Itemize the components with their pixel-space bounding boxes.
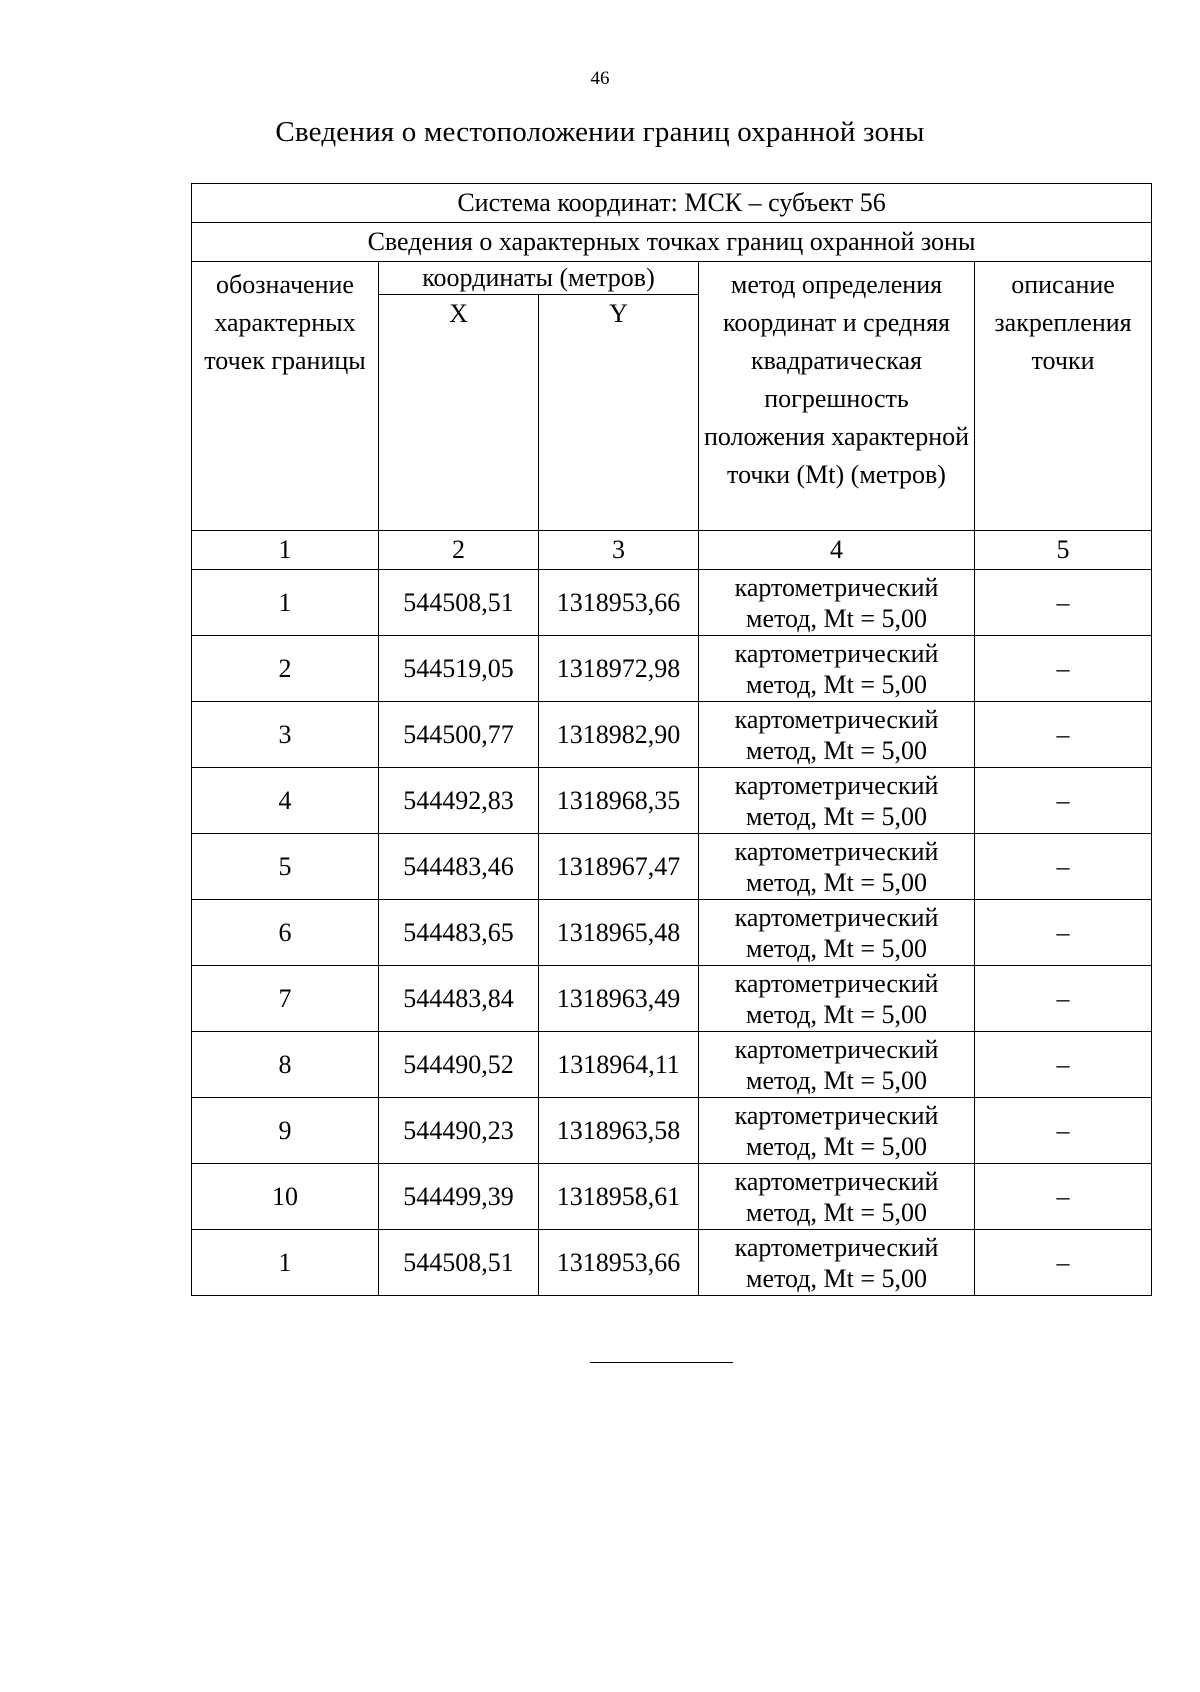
header-x: X	[379, 295, 539, 531]
y-coordinate-cell: 1318967,47	[539, 834, 699, 900]
method-cell: картометрический метод, Mt = 5,00	[699, 1164, 975, 1230]
description-cell: –	[975, 1032, 1152, 1098]
point-cell: 1	[192, 570, 379, 636]
header-y: Y	[539, 295, 699, 531]
point-cell: 7	[192, 966, 379, 1032]
point-cell: 6	[192, 900, 379, 966]
method-cell: картометрический метод, Mt = 5,00	[699, 900, 975, 966]
x-coordinate-cell: 544500,77	[379, 702, 539, 768]
method-cell: картометрический метод, Mt = 5,00	[699, 1230, 975, 1296]
x-coordinate-cell: 544490,23	[379, 1098, 539, 1164]
column-number: 5	[975, 531, 1152, 570]
x-coordinate-cell: 544508,51	[379, 1230, 539, 1296]
column-number: 1	[192, 531, 379, 570]
x-coordinate-cell: 544492,83	[379, 768, 539, 834]
x-coordinate-cell: 544499,39	[379, 1164, 539, 1230]
description-cell: –	[975, 1230, 1152, 1296]
y-coordinate-cell: 1318972,98	[539, 636, 699, 702]
y-coordinate-cell: 1318965,48	[539, 900, 699, 966]
description-cell: –	[975, 636, 1152, 702]
y-coordinate-cell: 1318958,61	[539, 1164, 699, 1230]
column-number: 4	[699, 531, 975, 570]
table-row	[192, 1098, 1152, 1164]
table-row	[192, 636, 1152, 702]
table-row	[192, 1230, 1152, 1296]
point-cell: 1	[192, 1230, 379, 1296]
column-number: 3	[539, 531, 699, 570]
coordinate-system-cell: Система координат: МСК – субъект 56	[192, 184, 1152, 223]
point-cell: 9	[192, 1098, 379, 1164]
document-title: Сведения о местоположении границ охранной зоны	[275, 116, 925, 148]
description-cell: –	[975, 834, 1152, 900]
column-number: 2	[379, 531, 539, 570]
y-coordinate-cell: 1318953,66	[539, 1230, 699, 1296]
description-cell: –	[975, 1098, 1152, 1164]
table-row	[192, 900, 1152, 966]
method-cell: картометрический метод, Mt = 5,00	[699, 1032, 975, 1098]
description-cell: –	[975, 966, 1152, 1032]
method-cell: картометрический метод, Mt = 5,00	[699, 834, 975, 900]
y-coordinate-cell: 1318982,90	[539, 702, 699, 768]
x-coordinate-cell: 544508,51	[379, 570, 539, 636]
method-cell: картометрический метод, Mt = 5,00	[699, 768, 975, 834]
description-cell: –	[975, 768, 1152, 834]
point-cell: 3	[192, 702, 379, 768]
point-cell: 10	[192, 1164, 379, 1230]
point-cell: 5	[192, 834, 379, 900]
section-title-cell: Сведения о характерных точках границ охранной зоны	[192, 223, 1152, 262]
description-cell: –	[975, 570, 1152, 636]
x-coordinate-cell: 544483,65	[379, 900, 539, 966]
y-coordinate-cell: 1318953,66	[539, 570, 699, 636]
table-row	[192, 768, 1152, 834]
description-cell: –	[975, 1164, 1152, 1230]
point-cell: 2	[192, 636, 379, 702]
table-row	[192, 1032, 1152, 1098]
y-coordinate-cell: 1318963,58	[539, 1098, 699, 1164]
table-row	[192, 702, 1152, 768]
x-coordinate-cell: 544490,52	[379, 1032, 539, 1098]
method-cell: картометрический метод, Mt = 5,00	[699, 966, 975, 1032]
point-cell: 8	[192, 1032, 379, 1098]
table-row	[192, 834, 1152, 900]
header-description: описание закрепления точки	[975, 262, 1152, 531]
header-method: метод определения координат и средняя квадратическая погрешность положения характерной точки (Mt) (метров)	[699, 262, 975, 531]
method-cell: картометрический метод, Mt = 5,00	[699, 636, 975, 702]
x-coordinate-cell: 544483,46	[379, 834, 539, 900]
method-cell: картометрический метод, Mt = 5,00	[699, 570, 975, 636]
x-coordinate-cell: 544519,05	[379, 636, 539, 702]
page-number: 46	[590, 68, 610, 89]
table-row	[192, 1164, 1152, 1230]
y-coordinate-cell: 1318964,11	[539, 1032, 699, 1098]
header-coordinates: координаты (метров)	[379, 262, 699, 295]
x-coordinate-cell: 544483,84	[379, 966, 539, 1032]
y-coordinate-cell: 1318968,35	[539, 768, 699, 834]
description-cell: –	[975, 702, 1152, 768]
method-cell: картометрический метод, Mt = 5,00	[699, 1098, 975, 1164]
end-rule	[590, 1362, 733, 1363]
y-coordinate-cell: 1318963,49	[539, 966, 699, 1032]
boundary-points-table	[191, 183, 1152, 1296]
description-cell: –	[975, 900, 1152, 966]
header-point-designation: обозначение характерных точек границы	[192, 262, 379, 531]
method-cell: картометрический метод, Mt = 5,00	[699, 702, 975, 768]
table-row	[192, 966, 1152, 1032]
point-cell: 4	[192, 768, 379, 834]
table-row	[192, 570, 1152, 636]
